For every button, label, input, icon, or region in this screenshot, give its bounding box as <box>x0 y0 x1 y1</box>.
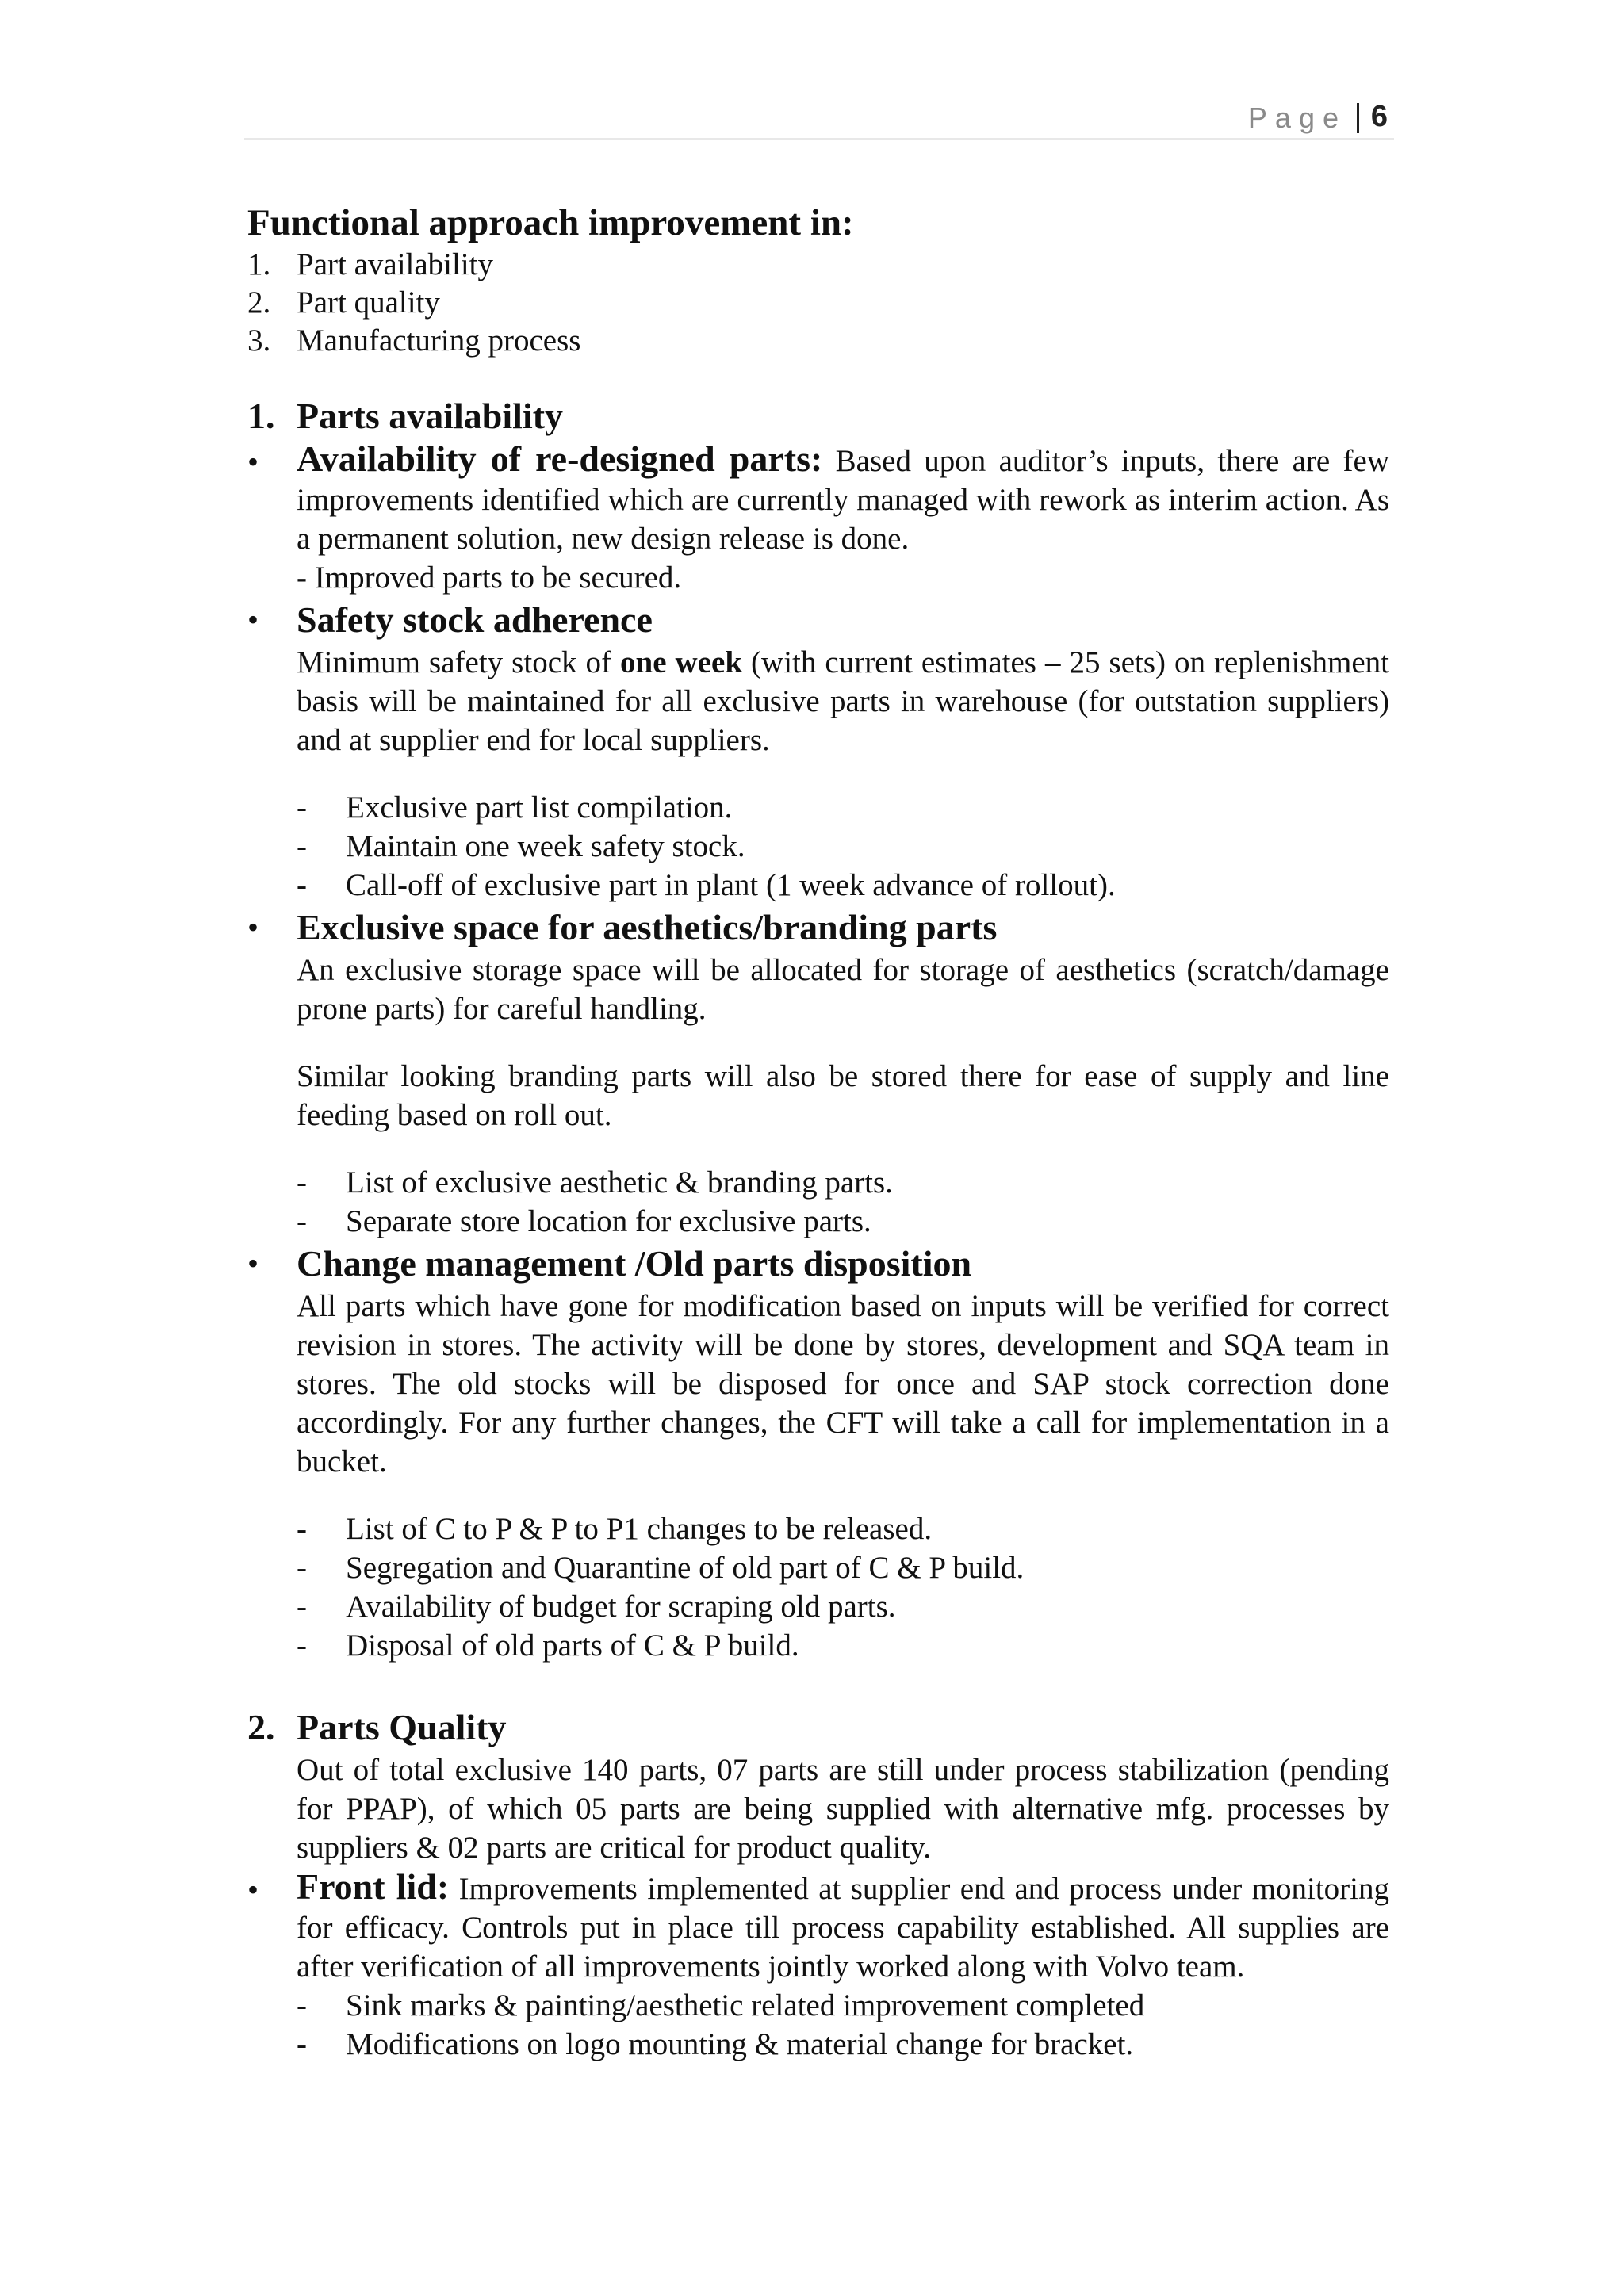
bullet-dot: • <box>247 444 259 480</box>
front-lid-heading: Front lid: <box>297 1866 450 1907</box>
front-lid-paragraph: Front lid: Improvements implemented at supplier end and process under monitoring for efficacy. Controls put in place till process capability established. All supplies are after verification of all improvements jointly worked along with Volvo team. <box>297 1866 1389 1984</box>
page-label: Page <box>1247 101 1346 134</box>
list-item: - Modifications on logo mounting & material change for bracket. <box>297 2027 1134 2061</box>
change-management-paragraph: All parts which have gone for modification based on inputs will be verified for correct revision in stores. The activity will be done by stores, development and SQA team in stores. The old stocks will be disposed for once and SAP stock correction done accordingly. For any further changes, the CFT will take a call for implementation in a bucket. <box>297 1289 1389 1479</box>
safety-stock-actions <box>297 788 1389 905</box>
list-item: - List of C to P & P to P1 changes to be released. <box>297 1512 933 1546</box>
list-item: - Availability of budget for scraping old parts. <box>297 1590 896 1624</box>
list-item: - Maintain one week safety stock. <box>297 829 745 863</box>
bullet-dot: • <box>247 1872 259 1908</box>
bullet-dot: • <box>247 1246 259 1281</box>
bullet-safety-stock <box>247 597 1389 760</box>
list-item: - Disposal of old parts of C & P build. <box>297 1628 799 1663</box>
redesigned-parts-note: - Improved parts to be secured. <box>297 561 682 595</box>
list-item: - Call-off of exclusive part in plant (1 week advance of rollout). <box>297 868 1116 902</box>
page-content <box>247 200 1389 2064</box>
document-title: Functional approach improvement in: <box>247 202 854 243</box>
page-header <box>244 94 1394 140</box>
intro-item: 1. Part availability <box>247 247 494 281</box>
bullet-dot: • <box>247 909 259 945</box>
intro-list <box>247 246 1389 360</box>
section-heading-parts-quality: 2. Parts Quality <box>247 1707 507 1747</box>
list-item: - Sink marks & painting/aesthetic related improvement completed <box>297 1988 1145 2022</box>
list-item: - Separate store location for exclusive parts. <box>297 1204 871 1238</box>
intro-item: 3. Manufacturing process <box>247 323 581 358</box>
bullet-redesigned-parts <box>247 439 1389 597</box>
bullet-front-lid <box>247 1867 1389 1986</box>
safety-stock-heading: Safety stock adherence <box>297 599 653 640</box>
safety-stock-paragraph: Minimum safety stock of one week (with current estimates – 25 sets) on replenishment basis will be maintained for all exclusive parts in warehouse (for outstation suppliers) and at supplier end for local suppliers. <box>297 645 1389 757</box>
exclusive-space-paragraph-1: An exclusive storage space will be allocated for storage of aesthetics (scratch/damage prone parts) for careful handling. <box>297 953 1389 1026</box>
bullet-exclusive-space <box>247 905 1389 1135</box>
page-number: 6 <box>1370 100 1388 133</box>
bullet-change-management <box>247 1241 1389 1481</box>
exclusive-space-actions <box>297 1163 1389 1241</box>
front-lid-actions <box>297 1986 1389 2064</box>
section-heading-parts-availability: 1. Parts availability <box>247 396 564 436</box>
page-separator <box>1357 103 1359 133</box>
list-item: - Segregation and Quarantine of old part of C & P build. <box>297 1551 1025 1585</box>
parts-quality-paragraph: Out of total exclusive 140 parts, 07 parts are still under process stabilization (pending for PPAP), of which 05 parts are being supplied with alternative mfg. processes by suppliers & 02 parts are critical for product quality. <box>297 1753 1389 1865</box>
change-management-heading: Change management /Old parts disposition <box>297 1243 972 1284</box>
change-management-actions <box>297 1510 1389 1665</box>
exclusive-space-paragraph-2: Similar looking branding parts will also be stored there for ease of supply and line feeding based on roll out. <box>297 1059 1389 1132</box>
intro-item: 2. Part quality <box>247 285 440 320</box>
exclusive-space-heading: Exclusive space for aesthetics/branding parts <box>297 907 998 947</box>
redesigned-parts-heading: Availability of re-designed parts: <box>297 438 823 479</box>
list-item: - Exclusive part list compilation. <box>297 790 733 825</box>
list-item: - List of exclusive aesthetic & branding parts. <box>297 1165 893 1200</box>
bullet-dot: • <box>247 602 259 637</box>
redesigned-parts-paragraph: Availability of re-designed parts: Based upon auditor’s inputs, there are few improvements identified which are currently managed with rework as interim action. As a permanent solution, new design release is done. <box>297 438 1389 556</box>
